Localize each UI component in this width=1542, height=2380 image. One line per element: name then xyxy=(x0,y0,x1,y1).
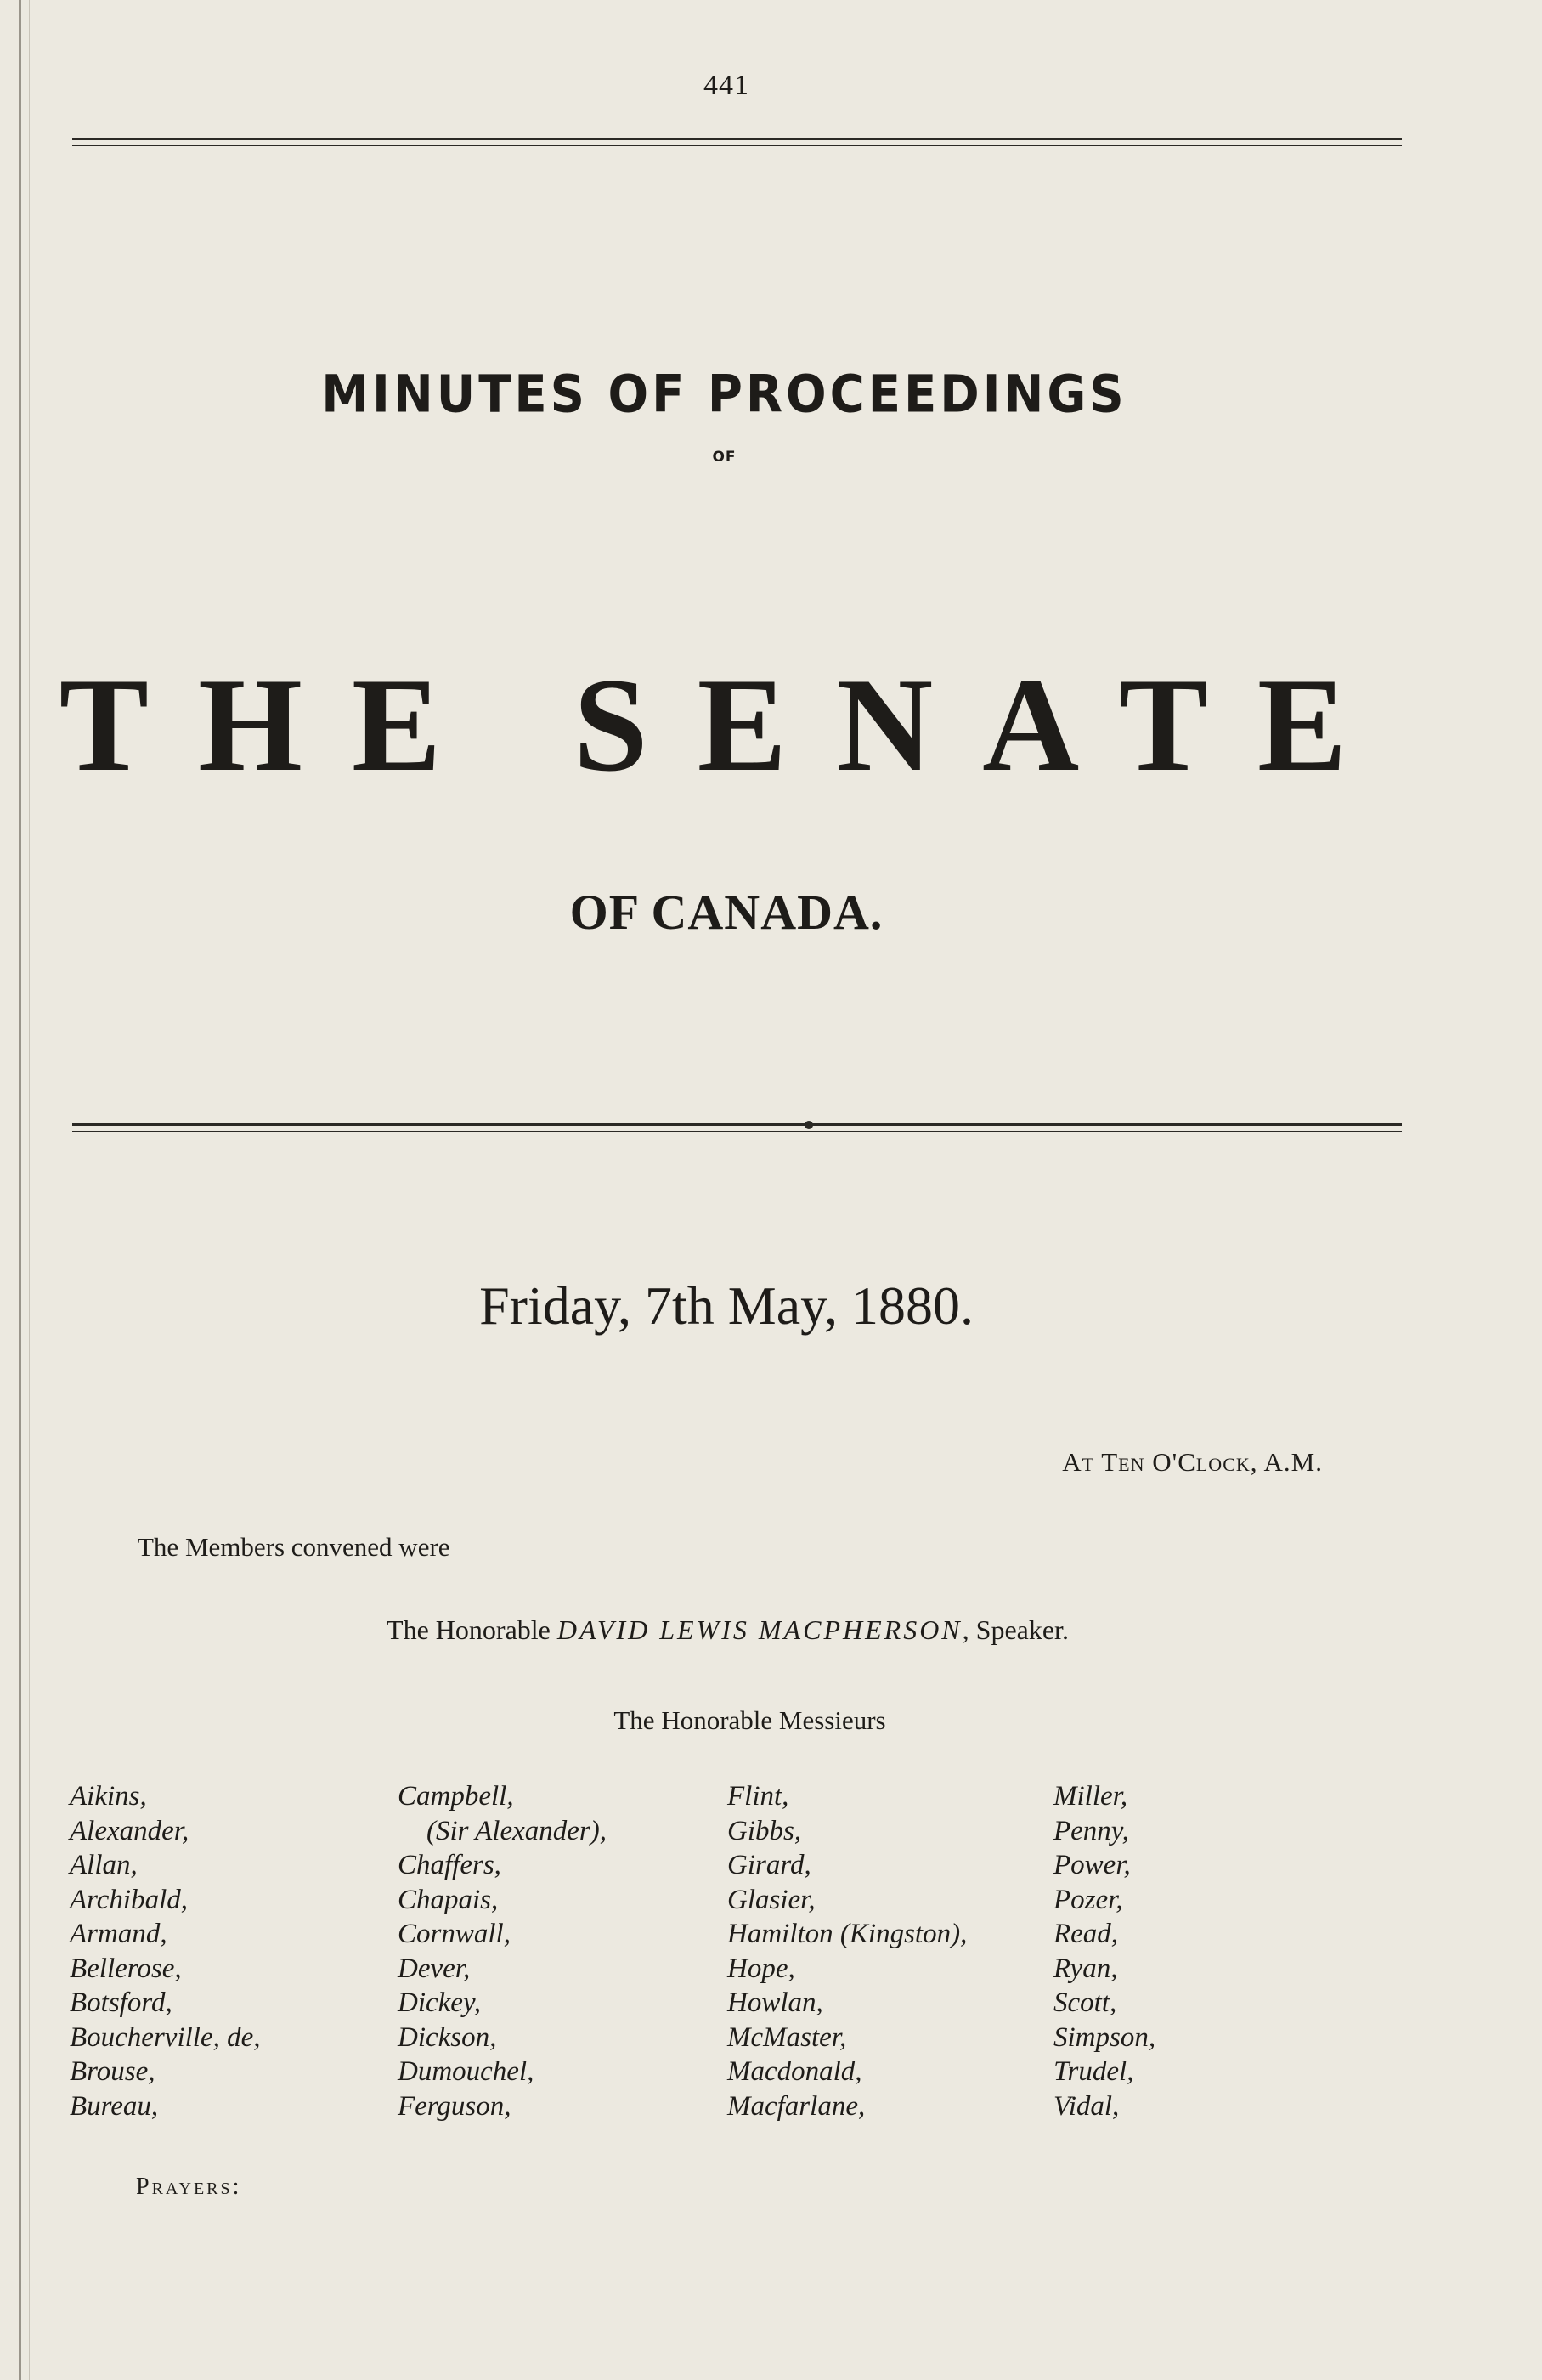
member-name: Cornwall, xyxy=(398,1919,511,1949)
heading-canada: OF CANADA. xyxy=(569,885,884,940)
heading-minutes: MINUTES OF PROCEEDINGS xyxy=(321,365,1127,425)
member-name: Read, xyxy=(1053,1919,1119,1949)
member-name: Bureau, xyxy=(70,2090,159,2122)
member-name: Trudel, xyxy=(1053,2056,1134,2087)
speaker-line xyxy=(0,1614,1455,1646)
heading-of: OF xyxy=(712,449,737,466)
binding-edge xyxy=(19,0,21,2380)
members-column-3 xyxy=(727,1779,967,2123)
members-column-2 xyxy=(398,1779,607,2123)
middle-double-rule xyxy=(72,1123,1402,1132)
member-name: Gibbs, xyxy=(727,1815,802,1846)
speaker-name: DAVID LEWIS MACPHERSON xyxy=(556,1614,963,1645)
member-name: McMaster, xyxy=(727,2021,847,2053)
convened-line: The Members convened were xyxy=(138,1532,450,1562)
member-name: Girard, xyxy=(727,1850,811,1880)
member-name: Archibald, xyxy=(70,1884,189,1915)
member-name: Vidal, xyxy=(1053,2090,1120,2122)
member-name: Dickey, xyxy=(398,1987,482,2018)
member-name: Chapais, xyxy=(398,1884,499,1915)
member-name: Boucherville, de, xyxy=(70,2021,261,2053)
member-name: Chaffers, xyxy=(398,1850,501,1880)
member-name: Pozer, xyxy=(1053,1884,1123,1915)
member-name: Botsford, xyxy=(70,1987,172,2018)
prayers-heading: Prayers: xyxy=(136,2174,242,2200)
member-name: Hamilton (Kingston), xyxy=(727,1919,968,1949)
member-name: Allan, xyxy=(70,1850,138,1880)
top-double-rule xyxy=(72,138,1402,146)
member-name: Hope, xyxy=(727,1953,795,1984)
member-name: Simpson, xyxy=(1053,2021,1156,2053)
binding-edge-inner xyxy=(29,0,30,2380)
member-name: Glasier, xyxy=(727,1884,816,1915)
member-name: Macfarlane, xyxy=(727,2090,866,2122)
member-name: Ryan, xyxy=(1053,1953,1118,1984)
member-name: Power, xyxy=(1053,1850,1131,1880)
member-name: Macdonald, xyxy=(727,2056,862,2087)
members-column-4 xyxy=(1053,1779,1155,2123)
member-name: Armand, xyxy=(70,1919,167,1949)
member-name: Penny, xyxy=(1053,1815,1129,1846)
members-column-1 xyxy=(70,1779,261,2123)
member-name: Alexander, xyxy=(70,1815,189,1846)
member-name: Miller, xyxy=(1053,1781,1128,1812)
member-name: Scott, xyxy=(1053,1987,1117,2018)
speaker-suffix: , Speaker. xyxy=(962,1614,1069,1645)
member-name: Campbell, xyxy=(398,1781,514,1812)
member-name: Dumouchel, xyxy=(398,2056,534,2087)
heading-senate: THE SENATE xyxy=(59,651,1397,800)
member-name: Brouse, xyxy=(70,2056,155,2087)
sitting-date: Friday, 7th May, 1880. xyxy=(479,1275,974,1336)
member-name: Dickson, xyxy=(398,2021,497,2053)
member-name: Flint, xyxy=(727,1781,789,1812)
speaker-prefix: The Honorable xyxy=(387,1614,551,1645)
member-name: Bellerose, xyxy=(70,1953,182,1984)
sitting-time: At Ten O'Clock, A.M. xyxy=(1062,1447,1323,1477)
page-number: 441 xyxy=(703,70,749,101)
member-name: Howlan, xyxy=(727,1987,823,2018)
messieurs-heading: The Honorable Messieurs xyxy=(613,1705,886,1735)
member-name: Aikins, xyxy=(70,1781,147,1812)
member-name: Ferguson, xyxy=(398,2090,511,2122)
member-name: Dever, xyxy=(398,1953,471,1984)
member-name: (Sir Alexander), xyxy=(426,1815,607,1846)
